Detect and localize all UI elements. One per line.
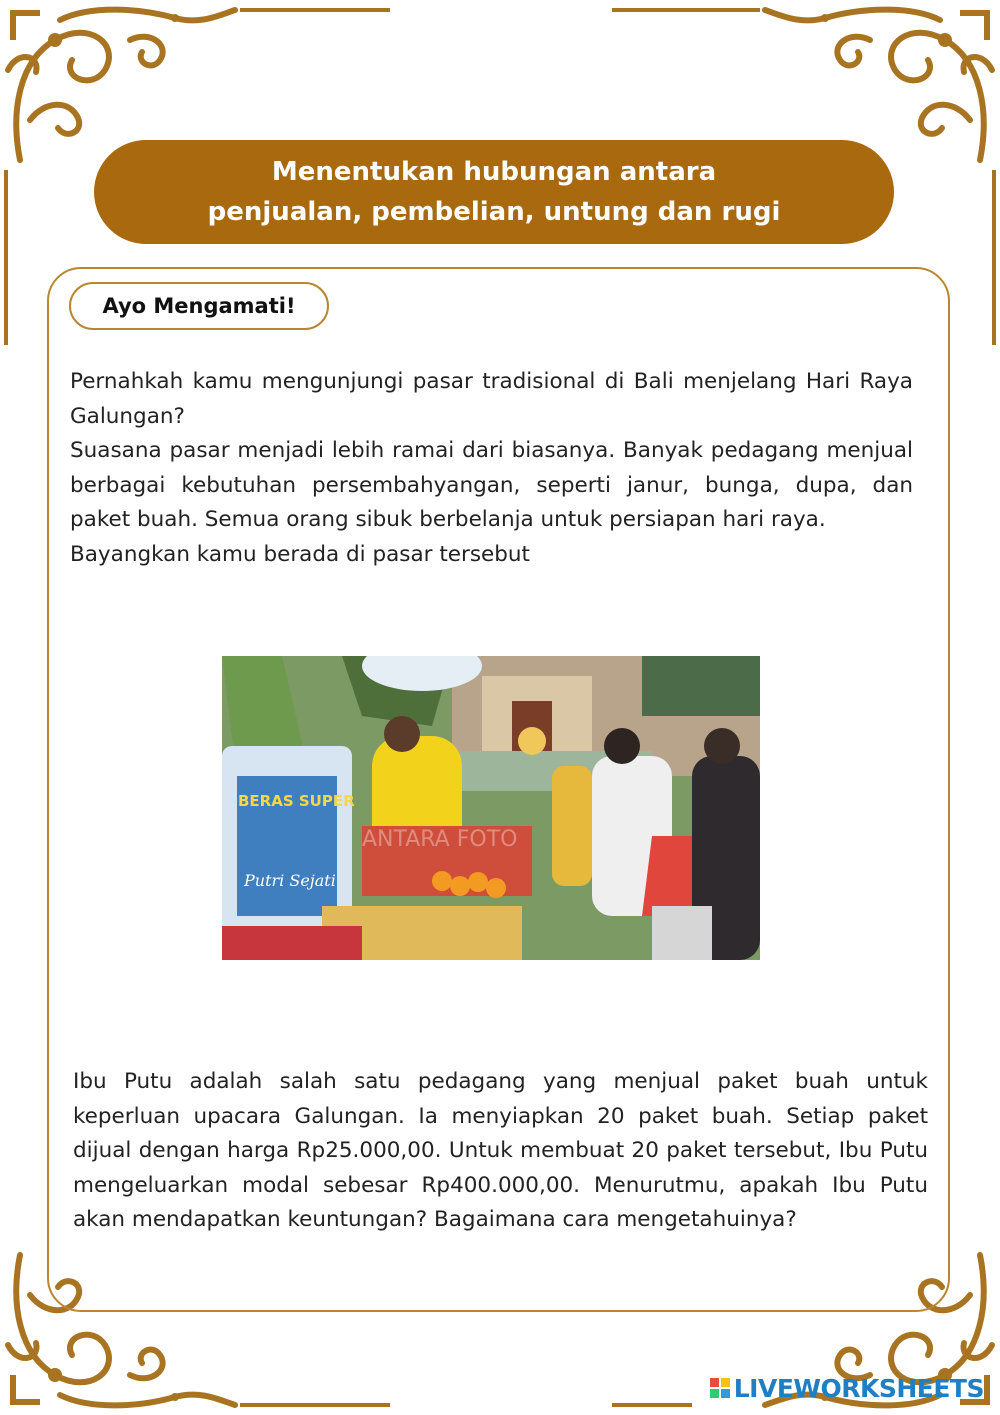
- problem-text: Ibu Putu adalah salah satu pedagang yang menjual paket buah untuk keperluan upacara Galungan. Ia menyiapkan 20 paket buah. Setiap paket dijual dengan harga Rp25.000,00. Untuk membuat 20 paket tersebut, Ibu Putu mengeluarkan modal sebesar Rp400.000,00. Menurutmu, apakah Ibu Putu akan mendapatkan keuntungan? Bagaimana cara mengetahuinya?: [73, 1069, 928, 1232]
- title-line-1: Menentukan hubungan antara: [271, 157, 717, 187]
- section-label: Ayo Mengamati!: [69, 282, 329, 330]
- sack-text: BERAS SUPER: [238, 792, 355, 810]
- frame-line-bottom: [612, 1403, 692, 1407]
- intro-text: [70, 365, 913, 572]
- logo-text: LIVEWORKSHEETS: [733, 1373, 984, 1403]
- page-title: [94, 140, 894, 244]
- market-photo: [222, 656, 760, 960]
- logo-grid-icon: [710, 1378, 730, 1398]
- intro-paragraph: Suasana pasar menjadi lebih ramai dari biasanya. Banyak pedagang menjual berbagai kebutuhan persembahyangan, seperti janur, bunga, dupa, dan paket buah. Semua orang sibuk berbelanja untuk persiapan hari raya.: [70, 438, 913, 532]
- sack-text: Putri Sejati: [244, 871, 336, 890]
- title-line-2: penjualan, pembelian, untung dan rugi: [207, 197, 781, 227]
- frame-line-bottom: [240, 1403, 390, 1407]
- frame-line-top: [612, 8, 760, 12]
- frame-line-left: [4, 170, 8, 345]
- intro-paragraph: Bayangkan kamu berada di pasar tersebut: [70, 541, 530, 567]
- frame-line-top: [240, 8, 390, 12]
- frame-line-right: [992, 170, 996, 345]
- liveworksheets-logo[interactable]: [710, 1373, 984, 1403]
- intro-paragraph: Pernahkah kamu mengunjungi pasar tradisional di Bali menjelang Hari Raya Galungan?: [70, 369, 913, 429]
- photo-watermark: ANTARA FOTO: [362, 827, 518, 852]
